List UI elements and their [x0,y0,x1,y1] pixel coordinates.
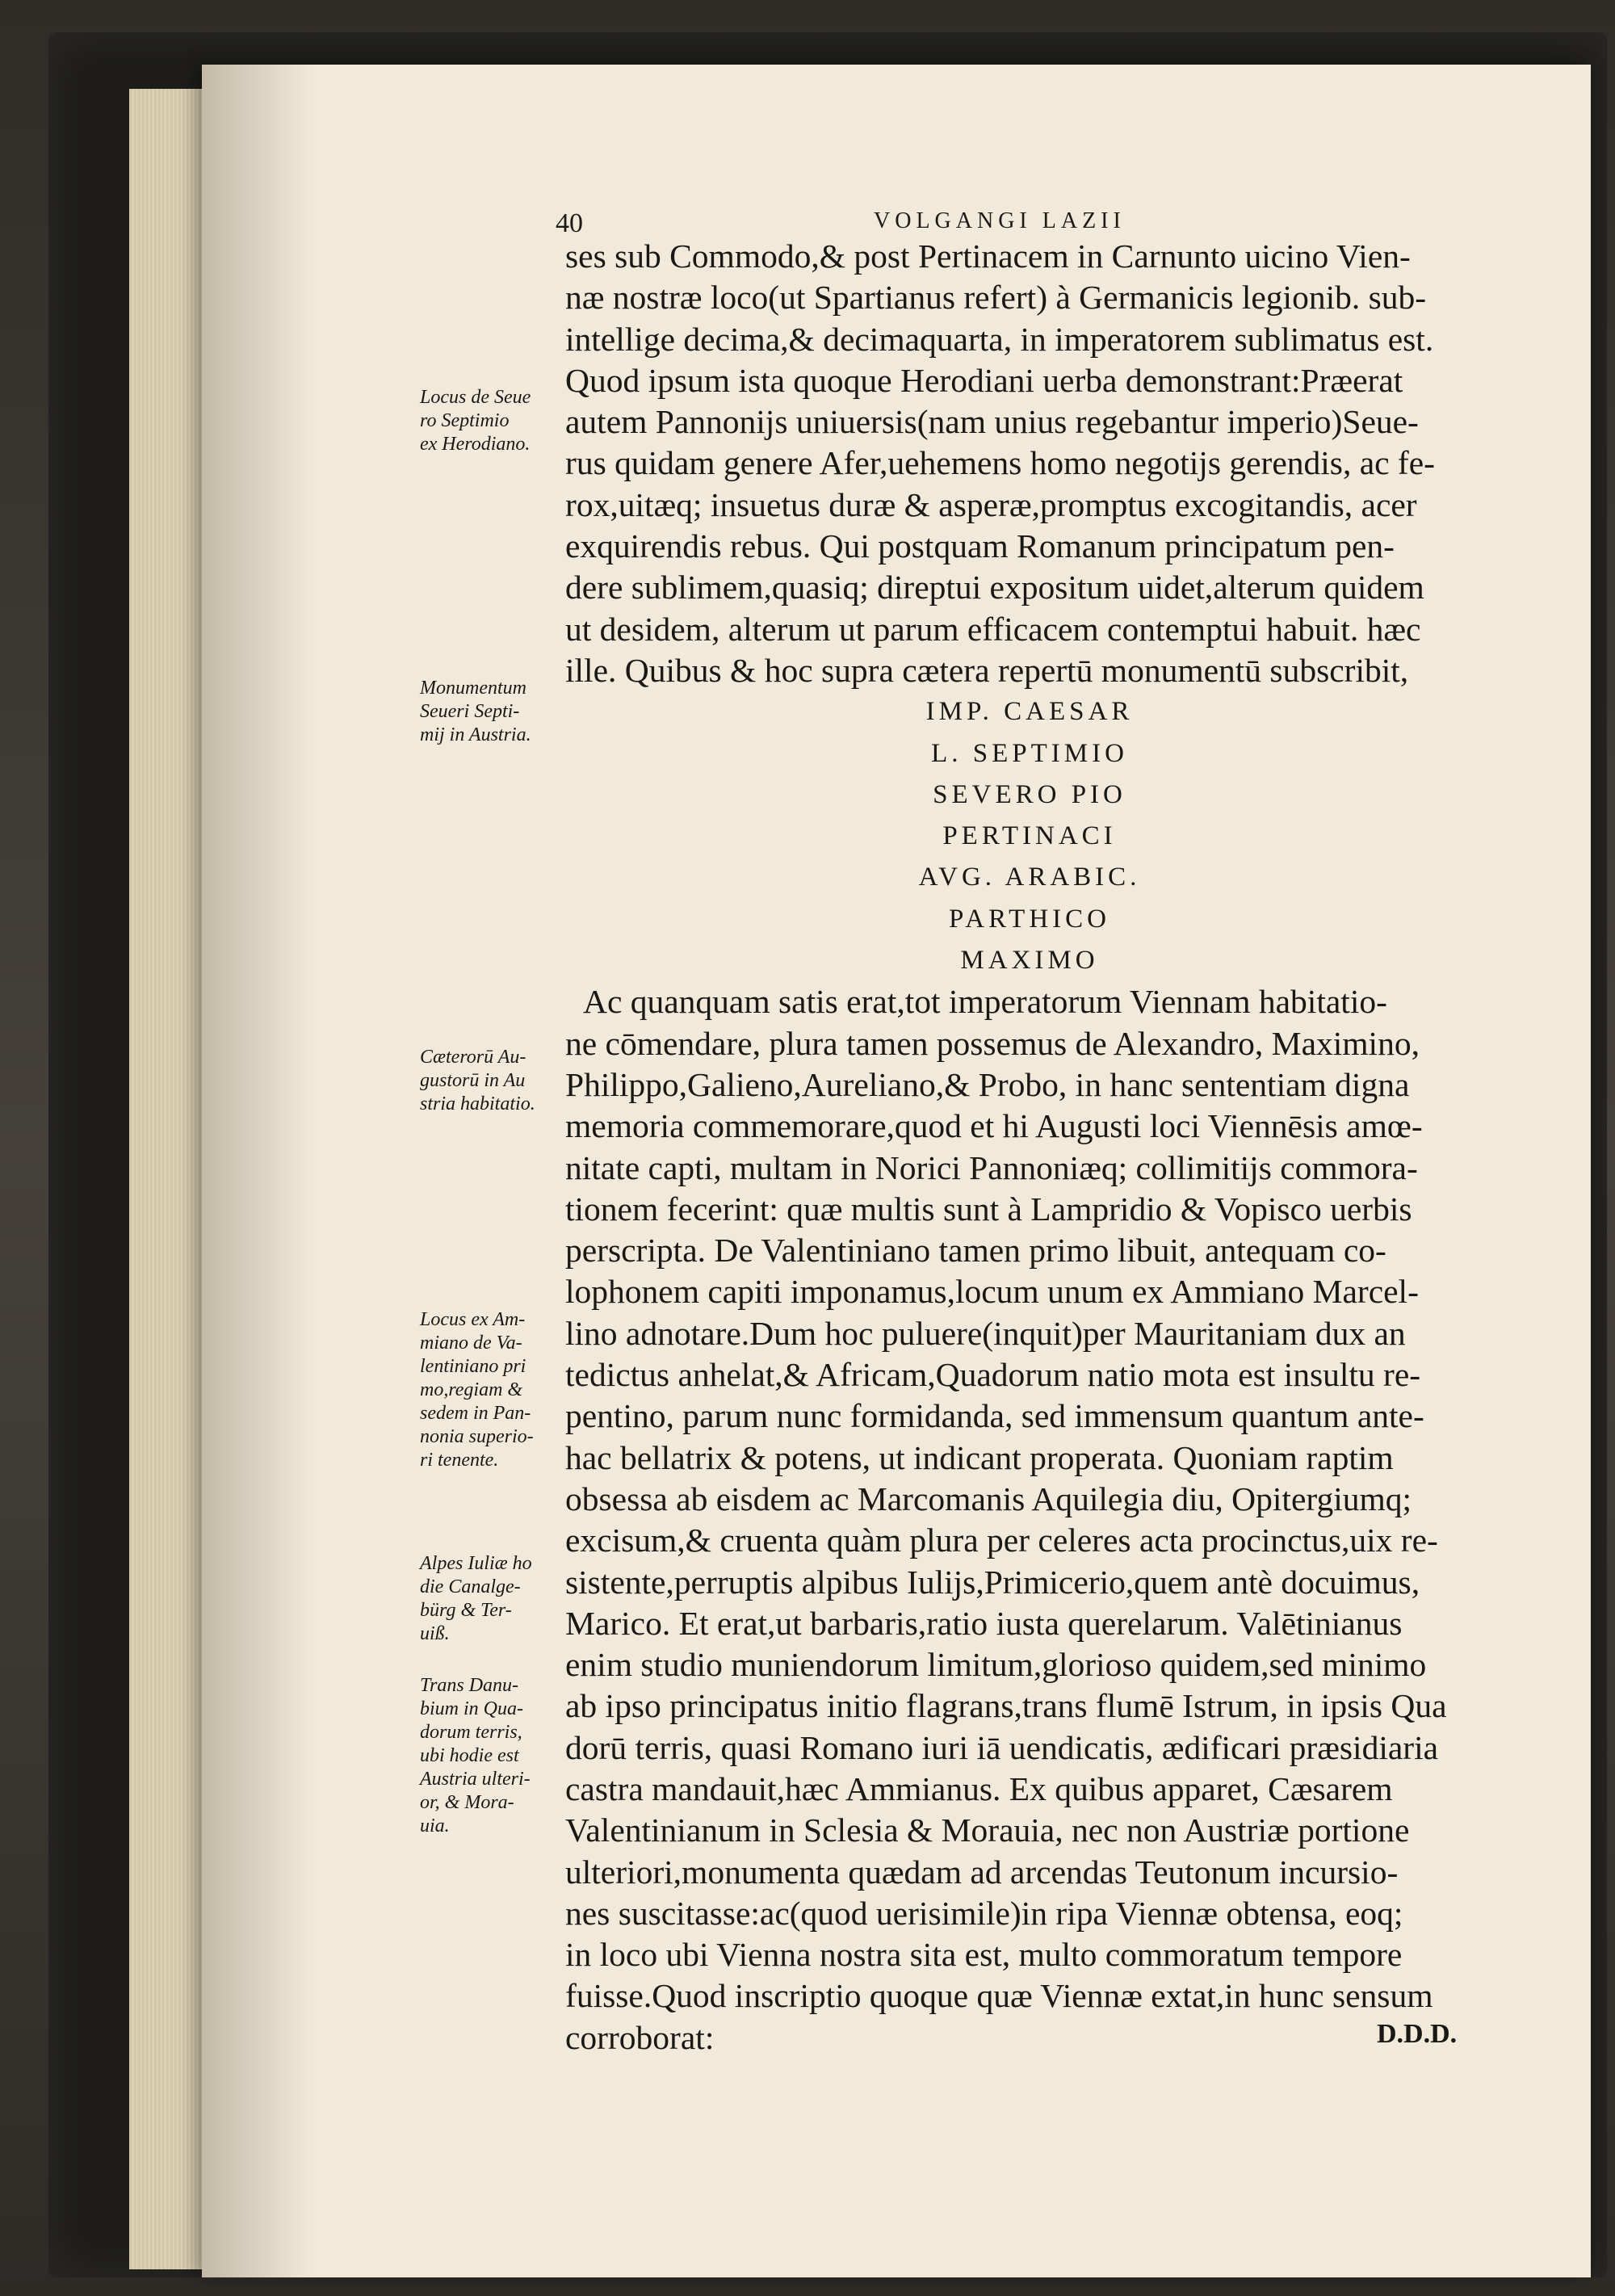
text-line: pentino, parum nunc formidanda, sed immensum quantum ante- [565,1397,1424,1435]
text-line: Philippo,Galieno,Aureliano,& Probo, in hanc sententiam digna [565,1065,1410,1103]
body-text [565,236,1494,2059]
text-line: ses sub Commodo,& post Pertinacem in Carnunto uicino Vien- [565,237,1411,275]
text-line: lino adnotare.Dum hoc puluere(inquit)per Mauritaniam dux an [565,1314,1406,1352]
margin-note: Cæterorū Au- gustorū in Au stria habitatio. [420,1047,535,1114]
margin-note: Trans Danu- bium in Qua- dorum terris, ubi hodie est Austria ulteri- or, & Mora- uia. [420,1675,531,1836]
margin-note: Locus ex Am- miano de Va- lentiniano pri mo,regiam & sedem in Pan- nonia superio- ri tenente. [420,1309,534,1471]
page-number: 40 [556,208,583,238]
text-line: obsessa ab eisdem ac Marcomanis Aquilegia diu, Opitergiumq; [565,1480,1412,1517]
text-line: sistente,perruptis alpibus Iulijs,Primicerio,quem antè docuimus, [565,1563,1420,1601]
text-line: rox,uitæq; insuetus duræ & asperæ,promptus excogitandis, acer [565,485,1417,523]
text-line: corroborat: [565,2018,715,2056]
text-line: exquirendis rebus. Qui postquam Romanum principatum pen- [565,527,1395,565]
text-line: excisum,& cruenta quàm plura per celeres acta procinctus,uix re- [565,1522,1438,1559]
text-line: næ nostræ loco(ut Spartianus refert) à Germanicis legionib. sub- [565,279,1427,317]
text-line: ut desidem, alterum ut parum efficacem contemptui habuit. hæc [565,610,1421,648]
text-line: autem Pannonijs uniuersis(nam unius regebantur imperio)Seue- [565,403,1419,441]
text-line: Quod ipsum ista quoque Herodiani uerba demonstrant:Præerat [565,361,1403,399]
margin-note: Locus de Seue ro Septimio ex Herodiano. [420,387,531,455]
text-line: dorū terris, quasi Romano iuri iā uendicatis, ædificari præsidiaria [565,1728,1439,1766]
text-line: Ac quanquam satis erat,tot imperatorum Viennam habitatio- [583,983,1387,1021]
text-line: enim studio muniendorum limitum,glorioso quidem,sed minimo [565,1646,1427,1684]
page-gutter-shadow [202,65,315,2277]
inscription-line: SEVERO PIO [933,779,1126,809]
text-line: perscripta. De Valentiniano tamen primo libuit, antequam co- [565,1232,1386,1270]
text-line: fuisse.Quod inscriptio quoque quæ Viennæ extat,in hunc sensum [565,1977,1433,2015]
inscription-line: MAXIMO [960,946,1099,976]
text-line: ille. Quibus & hoc supra cætera repertū monumentū subscribit, [565,651,1409,689]
running-head: VOLGANGI LAZII [874,208,1126,233]
text-line: tionem fecerint: quæ multis sunt à Lampridio & Vopisco uerbis [565,1190,1412,1228]
inscription-line: PERTINACI [942,821,1117,851]
text-line: ab ipso principatus initio flagrans,trans flumē Istrum, in ipsis Qua [565,1687,1447,1725]
text-line: Valentinianum in Sclesia & Morauia, nec non Austriæ portione [565,1811,1410,1849]
text-line: dere sublimem,quasiq; direptui expositum uidet,alterum quidem [565,569,1424,607]
inscription-line: L. SEPTIMIO [931,738,1128,768]
catchword: D.D.D. [1377,2019,1458,2049]
text-line: castra mandauit,hæc Ammianus. Ex quibus apparet, Cæsarem [565,1769,1393,1807]
text-line: Marico. Et erat,ut barbaris,ratio iusta querelarum. Valētinianus [565,1604,1403,1642]
text-line: lophonem capiti imponamus,locum unum ex Ammiano Marcel- [565,1273,1419,1311]
text-line: intellige decima,& decimaquarta, in imperatorem sublimatus est. [565,320,1434,358]
inscription-line: PARTHICO [948,904,1110,934]
inscription-line: AVG. ARABIC. [918,863,1141,892]
margin-note: Monumentum Seueri Septi- mij in Austria. [420,678,531,745]
text-line: rus quidam genere Afer,uehemens homo negotijs gerendis, ac fe- [565,444,1435,482]
margin-note: Alpes Iuliæ ho die Canalge- bürg & Ter- uiß. [420,1553,532,1644]
text-line: in loco ubi Vienna nostra sita est, multo commoratum tempore [565,1936,1403,1974]
text-line: ne cōmendare, plura tamen possemus de Alexandro, Maximino, [565,1024,1420,1062]
text-line: tedictus anhelat,& Africam,Quadorum natio mota est insultu re- [565,1356,1421,1394]
text-line: memoria commemorare,quod et hi Augusti loci Viennēsis amœ- [565,1107,1423,1145]
inscription-line: IMP. CAESAR [925,697,1134,727]
text-line: nes suscitasse:ac(quod uerisimile)in ripa Viennæ obtensa, eoq; [565,1894,1403,1932]
text-line: hac bellatrix & potens, ut indicant properata. Quoniam raptim [565,1438,1394,1476]
text-line: nitate capti, multam in Norici Pannoniæq; collimitijs commora- [565,1148,1418,1186]
text-line: ulteriori,monumenta quædam ad arcendas Teutonum incursio- [565,1853,1399,1891]
